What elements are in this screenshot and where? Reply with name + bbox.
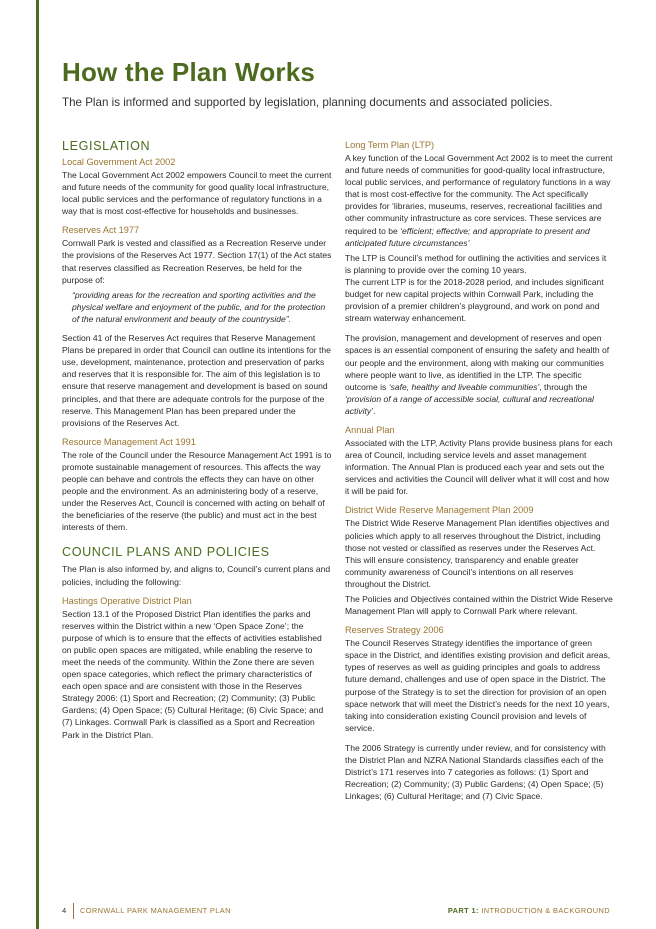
footer-part-label: PART 1: — [447, 906, 479, 915]
page-number: 4 — [62, 906, 67, 915]
footer-divider — [73, 903, 74, 919]
page-title: How the Plan Works — [62, 57, 316, 87]
council-plans-heading: COUNCIL PLANS AND POLICIES — [62, 545, 270, 560]
left-margin-rule — [36, 0, 39, 929]
lga-heading: Local Government Act 2002 — [62, 157, 176, 167]
district-plan-body: Section 13.1 of the Proposed District Plan identifies the parks and reserves within the District within a new ‘Open Space Zone’; the purpose of which is to ensure that the effects of activities established on public open spaces are mitigated, while enabling the reserve to meet the needs of the community. Within the Zone there are seven open space categories, which reflect the primary characteristics of each open space and are consistent with those in the Reserves Strategy 2006: (1) Sport and Recreation; (2) Community; (3) Public Gardens; (4) Open Space; (5) Cultural Heritage; (6) Civic Space; and (7) Linkages. Cornwall Park is classified as a Sport and Recreation Park in the District Plan. — [62, 608, 324, 740]
right-column — [345, 140, 613, 810]
footer-part-text: INTRODUCTION & BACKGROUND — [481, 906, 610, 915]
district-plan-heading: Hastings Operative District Plan — [62, 595, 192, 606]
footer-doc-title: CORNWALL PARK MANAGEMENT PLAN — [80, 906, 231, 915]
reserves-strategy-body-1: The Council Reserves Strategy identifies the importance of green space in the District, and identifies existing provision and deficit areas, types of reserves as well as guiding principles and goals to address future demand, challenges and use of open space in the District. The purpose of the Strategy is to set the direction for provision of an open space network that will meet the District’s needs for the next 10 years, taking into consideration existing Council provision and levels of service. — [345, 638, 611, 733]
dwrmp-body-2: The Policies and Objectives contained within the District Wide Reserve Management Plan will apply to Cornwall Park where relevant. — [345, 594, 613, 617]
reserves-act-heading: Reserves Act 1977 — [62, 225, 140, 236]
council-plans-intro: The Plan is also informed by, and aligns to, Council’s current plans and policies, including the following: — [62, 564, 331, 587]
annual-plan-heading: Annual Plan — [345, 424, 395, 435]
rma-body: The role of the Council under the Resource Management Act 1991 is to promote sustainable management of resources. This affects the way people can behave and controls the effects they can have on other people and the environment. As an administering body of a reserve, under the Reserves Act, Council is concerned with acting on behalf of the beneficiaries of the reserve (the public) and must act in the best interests of them. — [62, 449, 332, 533]
lga-body: The Local Government Act 2002 empowers Council to meet the current and future needs of the community for good quality local infrastructure, local public services and the performance of regulatory functions in a way that is most cost-effective for households and businesses. — [62, 170, 332, 217]
reserves-strategy-body-2: The 2006 Strategy is currently under review, and for consistency with the District Plan and NZRA National Standards classifies each of the District’s 171 reserves into 7 categories as follows: (1) Sport and Recreation; (2) Community; (3) Public Gardens; (4) Open Space; (5) Linkages; (6) Cultural Heritage; and (7) Civic Space. — [345, 742, 606, 802]
ltp-heading: Long Term Plan (LTP) — [345, 140, 435, 150]
page-subtitle: The Plan is informed and supported by legislation, planning documents and associated policies. — [62, 96, 553, 109]
reserves-act-body-2: Section 41 of the Reserves Act requires that Reserve Management Plans be prepared in order that Council can outline its intentions for the use, development, maintenance, protection and preservation of parks and reserves that it is responsible for. The aim of this legislation is to ensure that reserve management and development is based on sound principles, and that there are adequate controls for the purpose of the reserve. This Management Plan has been prepared under the provisions of the Reserves Act. — [62, 333, 331, 428]
legislation-heading: LEGISLATION — [62, 139, 151, 153]
ltp-body-2: The LTP is Council’s method for outlining the activities and services it is planning to provide over the coming 10 years. — [345, 252, 607, 275]
dwrmp-heading: District Wide Reserve Management Plan 2009 — [345, 505, 534, 516]
ltp-body-3: The current LTP is for the 2018-2028 period, and includes significant budget for new capital projects within Cornwall Park, including the provision of a premier children’s playground, and work on pond and stream waterway enhancement. — [345, 276, 604, 324]
dwrmp-body-1: The District Wide Reserve Management Plan identifies objectives and policies which apply to all reserves throughout the District, including those not vested or classified as reserves under the Reserves Act. This will ensure consistency, transparency and enable greater community awareness of Council’s intentions on all reserves throughout the District. — [345, 518, 610, 589]
annual-plan-body: Associated with the LTP, Activity Plans provide business plans for each area of Council, including service levels and asset management information. The Annual Plan is produced each year and sets out the services and activities the Council will deliver what it will cost and how it will be paid for. — [345, 437, 613, 497]
reserves-strategy-heading: Reserves Strategy 2006 — [345, 625, 444, 636]
ltp-body-4: The provision, management and development of reserves and open spaces is an essential component of ensuring the safety and health of our people and the environment, along with making our communities where people want to live, as identified in the LTP. The specific outcome is ‘safe, healthy and liveable communities’, through the ‘provision of a range of accessible social, cultural and recreational activity’. — [345, 333, 610, 416]
page-footer — [0, 903, 656, 923]
rma-heading: Resource Management Act 1991 — [62, 436, 196, 447]
left-column — [62, 139, 332, 749]
reserves-act-body-1: Cornwall Park is vested and classified as a Recreation Reserve under the provisions of the Reserves Act 1977. Section 17(1) of the Act states that reserves classified as Recreation Reserves, be held for the purpose of: — [62, 238, 332, 285]
reserves-act-quote: “providing areas for the recreation and sporting activities and the physical welfare and enjoyment of the public, and for the protection of the natural environment and beauty of the countryside”. — [72, 289, 326, 324]
footer-part-title — [448, 906, 610, 915]
ltp-body-1: A key function of the Local Government Act 2002 is to meet the current and future needs of communities for good-quality local infrastructure, local public services, and performance of regulatory functions in a way that is most cost-effective for the community. The Act specifically provides for ‘libraries, museums, reserves, recreational facilities and other community infrastructure as core services. These services are required to be ‘efficient; effective; and appropriate to present and anticipated future circumstances’ — [345, 153, 613, 248]
